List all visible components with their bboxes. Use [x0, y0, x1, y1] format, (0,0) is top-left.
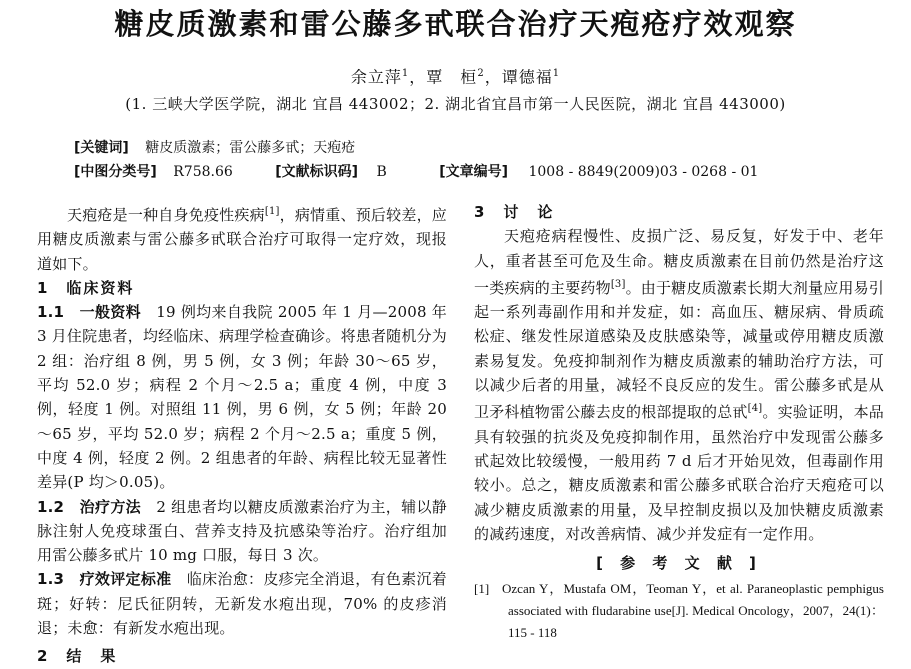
right-column: [474, 200, 884, 644]
doc-code-value: B: [376, 164, 387, 180]
section-heading: 1 临床资料: [37, 278, 135, 297]
subsection-heading: 治疗方法: [79, 497, 141, 516]
affiliation-marker: 2: [477, 68, 485, 79]
subsection-heading: 一般资料: [79, 303, 141, 322]
affiliation-marker: 1: [401, 68, 410, 79]
doc-code-label: [文献标识码]: [275, 164, 359, 180]
keywords-line: [74, 137, 355, 159]
citation: [4]: [747, 403, 763, 415]
author-list: 余立萍$^1$，覃 桓$^2$，谭德福$^1$: [350, 67, 561, 87]
author-name: 谭德福: [501, 67, 553, 87]
reference-item: [1] Ozcan Y，Mustafa OM，Teoman Y，et al. Paraneoplastic pemphigus associated with fludarabine use[J]. Medical Oncology，2007，24(1)：115 - 118: [474, 581, 884, 641]
section-heading: 3 讨 论: [474, 203, 555, 221]
author-name: 覃 桓: [426, 67, 478, 87]
author-name: 余立萍: [350, 67, 402, 87]
discussion-paragraph: 天疱疮病程慢性、皮损广泛、易反复，好发于中、老年人，重者甚至可危及生命。糖皮质激素在目前仍然是治疗这一类疾病的主要药物[3]。由于糖皮质激素长期大剂量应用易引起一系列毒副作用和并发症，如：高血压、糖尿病、骨质疏松症、继发性尿道感染及皮肤感染等，减量或停用糖皮质激素易复发。免疫抑制剂作为糖皮质激素的辅助治疗方法，可以减少后者的用量，减轻不良反应的发生。雷公藤多甙是从卫矛科植物雷公藤去皮的根部提取的总甙[4]。实验证明，本品具有较强的抗炎及免疫抑制作用，虽然治疗中发现雷公藤多甙起效比较缓慢，一般用药 7 d 后才开始见效，但毒副作用较小。总之，糖皮质激素和雷公藤多甙联合治疗天疱疮可以减少糖皮质激素的用量，及早控制皮损以及加快糖皮质激素的减药速度，对改善病情、减少并发症有一定作用。: [474, 227, 884, 543]
classification-line: [74, 161, 758, 183]
references-heading: [ 参 考 文 献 ]: [596, 554, 762, 573]
citation: [3]: [610, 278, 626, 290]
citation: [1]: [264, 206, 280, 217]
affiliation: (1. 三峡大学医学院，湖北 宜昌 443002；2. 湖北省宜昌市第一人民医院，湖北 宜昌 443000): [125, 95, 786, 113]
paper-title: 糖皮质激素和雷公藤多甙联合治疗天疱疮疗效观察: [114, 7, 797, 41]
section-1-1: 1.1 一般资料 19 例均来自我院 2005 年 1 月—2008 年 3 月住院患者，均经临床、病理学检查确诊。将患者随机分为 2 组：治疗组 8 例，男 5 例，女 3 例；年龄 30～65 岁，平均 52.0 岁；病程 2 个月～2.5 a；重度 4 例，中度 3 例，轻度 1 例。对照组 11 例，男 6 例，女 5 例；年龄 20～65 岁，平均 52.0 岁；病程 2 个月～2.5 a；重度 5 例，中度 4 例，轻度 2 例。2 组患者的年龄、病程比较无显著性差异(P 均＞0.05)。: [37, 303, 447, 492]
subsection-heading: 疗效评定标准: [79, 570, 172, 589]
article-number-label: [文章编号]: [439, 164, 509, 180]
article-number-value: 1008 - 8849(2009)03 - 0268 - 01: [528, 164, 759, 180]
section-1-2: 1.2 治疗方法 2 组患者均以糖皮质激素治疗为主，辅以静脉注射人免疫球蛋白、营养支持及抗感染等治疗。治疗组加用雷公藤多甙片 10 mg 口服，每日 3 次。: [37, 497, 447, 565]
affiliation-marker: 1: [552, 68, 561, 79]
section-1-3: 1.3 疗效评定标准 临床治愈：皮疹完全消退，有色素沉着斑；好转：尼氏征阴转，无新发水疱出现，70% 的皮疹消退；未愈：有新发水疱出现。: [37, 570, 448, 638]
keywords-value: 糖皮质激素；雷公藤多甙；天疱疮: [145, 140, 356, 156]
left-column: [37, 200, 447, 669]
intro-paragraph: 天疱疮是一种自身免疫性疾病[1]，病情重、预后较差，应用糖皮质激素与雷公藤多甙联合治疗可取得一定疗效，现报道如下。: [37, 206, 448, 273]
clc-label: [中图分类号]: [74, 164, 157, 180]
clc-value: R758.66: [173, 164, 233, 180]
keywords-label: [关键词]: [74, 140, 129, 156]
section-heading: 2 结 果: [37, 647, 118, 666]
